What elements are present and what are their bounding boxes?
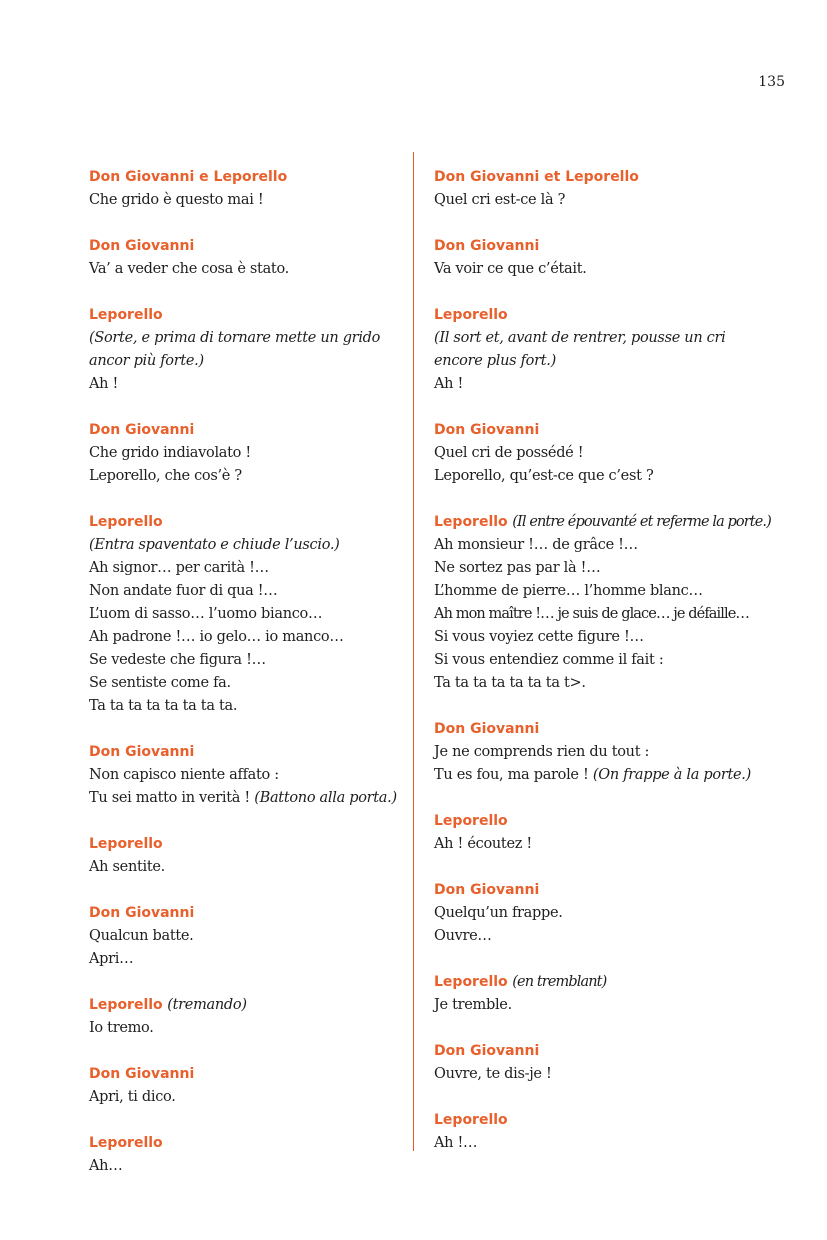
verse-line (89, 649, 404, 672)
speaker-name: Leporello (89, 1135, 163, 1151)
verse-line (434, 534, 774, 557)
line-text: L’homme de pierre… l’homme blanc… (434, 583, 703, 599)
verse-line (434, 649, 774, 672)
verse-line (89, 695, 404, 718)
verse-line (434, 580, 774, 603)
speaker-heading (89, 235, 404, 258)
verse-line (89, 1017, 404, 1040)
speaker-heading (434, 1109, 774, 1132)
verse-line (434, 1132, 774, 1155)
speaker-heading (89, 902, 404, 925)
speaker-heading (89, 1132, 404, 1155)
verse-line (434, 741, 774, 764)
verse-line (434, 603, 774, 626)
dialogue-block (89, 833, 404, 879)
verse-line (434, 465, 774, 488)
dialogue-block (89, 511, 404, 718)
verse-line (89, 258, 404, 281)
verse-line (89, 948, 404, 971)
dialogue-block (434, 1109, 774, 1155)
line-text: Apri… (89, 951, 134, 967)
verse-line (89, 373, 404, 396)
dialogue-block (434, 235, 774, 281)
line-text: Apri, ti dico. (89, 1089, 176, 1105)
line-text: Leporello, qu’est-ce que c’est ? (434, 468, 654, 484)
line-text: Leporello, che cos’è ? (89, 468, 242, 484)
stage-direction: (Battono alla porta.) (254, 790, 397, 806)
verse-line (434, 189, 774, 212)
line-text: Ta ta ta ta ta ta ta t>. (434, 675, 586, 691)
verse-line (434, 258, 774, 281)
page-number: 135 (758, 74, 785, 90)
line-text: Si vous voyiez cette figure !… (434, 629, 644, 645)
stage-direction: (On frappe à la porte.) (592, 767, 751, 783)
dialogue-block (89, 1063, 404, 1109)
verse-line (434, 833, 774, 856)
speaker-name: Don Giovanni (89, 238, 195, 254)
column-divider (413, 152, 414, 1151)
speaker-name: Leporello (89, 307, 163, 323)
verse-line (89, 1086, 404, 1109)
verse-line (434, 626, 774, 649)
italian-column (89, 166, 404, 1201)
speaker-name: Leporello (89, 836, 163, 852)
verse-line (434, 994, 774, 1017)
speaker-name: Don Giovanni (89, 1066, 195, 1082)
line-text: Ouvre… (434, 928, 492, 944)
verse-line (434, 442, 774, 465)
dialogue-block (434, 718, 774, 787)
line-text: Ta ta ta ta ta ta ta ta. (89, 698, 238, 714)
speaker-heading (434, 718, 774, 741)
line-text: Tu sei matto in verità ! (89, 790, 250, 806)
dialogue-block (434, 879, 774, 948)
speaker-heading (89, 1063, 404, 1086)
verse-line (434, 672, 774, 695)
verse-line (434, 1063, 774, 1086)
speaker-name: Don Giovanni (434, 238, 540, 254)
line-text: Je tremble. (434, 997, 512, 1013)
line-text: Ne sortez pas par là !… (434, 560, 601, 576)
dialogue-block (89, 994, 404, 1040)
verse-line (89, 626, 404, 649)
speaker-name: Leporello (434, 514, 508, 530)
speaker-heading (89, 741, 404, 764)
dialogue-block (89, 166, 404, 212)
speaker-heading (89, 419, 404, 442)
stage-direction-line (434, 327, 774, 350)
speaker-name: Don Giovanni (434, 882, 540, 898)
verse-line (89, 1155, 404, 1178)
speaker-name: Don Giovanni (89, 744, 195, 760)
french-column (434, 166, 774, 1178)
line-text: Ah monsieur !… de grâce !… (434, 537, 638, 553)
dialogue-block (89, 741, 404, 810)
speaker-heading (434, 419, 774, 442)
stage-direction: (Entra spaventato e chiude l’uscio.) (89, 537, 340, 553)
speaker-heading (434, 511, 774, 534)
dialogue-block (434, 166, 774, 212)
speaker-name: Don Giovanni et Leporello (434, 169, 639, 185)
verse-line (89, 925, 404, 948)
verse-line (89, 442, 404, 465)
stage-direction-line (434, 350, 774, 373)
verse-line (434, 557, 774, 580)
verse-line (434, 902, 774, 925)
speaker-heading (89, 304, 404, 327)
line-text: Che grido è questo mai ! (89, 192, 264, 208)
verse-line (89, 189, 404, 212)
dialogue-block (434, 971, 774, 1017)
line-text: (Il sort et, avant de rentrer, pousse un cri (434, 330, 726, 346)
speaker-name: Leporello (434, 813, 508, 829)
dialogue-block (434, 511, 774, 695)
line-text: Se sentiste come fa. (89, 675, 231, 691)
verse-line (89, 672, 404, 695)
line-text: Tu es fou, ma parole ! (434, 767, 589, 783)
speaker-heading (434, 304, 774, 327)
line-text: Quel cri de possédé ! (434, 445, 584, 461)
line-text: Ah !… (434, 1135, 478, 1151)
speaker-heading (89, 994, 404, 1017)
verse-line (89, 580, 404, 603)
dialogue-block (89, 902, 404, 971)
speaker-name: Leporello (89, 997, 163, 1013)
verse-line (434, 764, 774, 787)
verse-line (434, 373, 774, 396)
line-text: Non capisco niente affato : (89, 767, 279, 783)
speaker-heading (434, 971, 774, 994)
line-text: Che grido indiavolato ! (89, 445, 251, 461)
speaker-heading (434, 810, 774, 833)
line-text: Quel cri est-ce là ? (434, 192, 566, 208)
speaker-name: Don Giovanni e Leporello (89, 169, 288, 185)
line-text: Ah… (89, 1158, 123, 1174)
line-text: Ah mon maître !… je suis de glace… je défaille… (434, 606, 750, 622)
stage-direction: (en tremblant) (512, 974, 607, 990)
verse-line (89, 787, 404, 810)
dialogue-block (434, 304, 774, 396)
line-text: encore plus fort.) (434, 353, 556, 369)
speaker-name: Don Giovanni (89, 905, 195, 921)
stage-direction-line (89, 327, 404, 350)
line-text: Je ne comprends rien du tout : (434, 744, 650, 760)
stage-direction: (tremando) (167, 997, 247, 1013)
speaker-name: Don Giovanni (434, 721, 540, 737)
line-text: Ah signor… per carità !… (89, 560, 269, 576)
dialogue-block (89, 304, 404, 396)
verse-line (89, 764, 404, 787)
line-text: Ah ! (434, 376, 464, 392)
dialogue-block (89, 1132, 404, 1178)
line-text: Ah ! (89, 376, 119, 392)
line-text: Se vedeste che figura !… (89, 652, 266, 668)
verse-line (89, 856, 404, 879)
line-text: Va voir ce que c’était. (434, 261, 587, 277)
dialogue-block (434, 419, 774, 488)
speaker-name: Don Giovanni (434, 1043, 540, 1059)
speaker-heading (89, 511, 404, 557)
line-text: Qualcun batte. (89, 928, 194, 944)
speaker-name: Leporello (434, 974, 508, 990)
dialogue-block (434, 1040, 774, 1086)
stage-direction: (Il entre épouvanté et referme la porte.) (512, 514, 771, 530)
speaker-heading (89, 833, 404, 856)
speaker-name: Don Giovanni (89, 422, 195, 438)
line-text: Ah ! écoutez ! (434, 836, 532, 852)
speaker-name: Leporello (89, 514, 163, 530)
speaker-name: Don Giovanni (434, 422, 540, 438)
line-text: Ouvre, te dis-je ! (434, 1066, 552, 1082)
line-text: L’uom di sasso… l’uomo bianco… (89, 606, 323, 622)
speaker-name: Leporello (434, 307, 508, 323)
speaker-heading (434, 166, 774, 189)
stage-direction-line (89, 350, 404, 373)
speaker-name: Leporello (434, 1112, 508, 1128)
line-text: Quelqu’un frappe. (434, 905, 563, 921)
verse-line (89, 465, 404, 488)
line-text: ancor più forte.) (89, 353, 204, 369)
verse-line (89, 557, 404, 580)
speaker-heading (89, 166, 404, 189)
speaker-heading (434, 879, 774, 902)
dialogue-block (434, 810, 774, 856)
speaker-heading (434, 1040, 774, 1063)
verse-line (89, 603, 404, 626)
line-text: Io tremo. (89, 1020, 154, 1036)
speaker-heading (434, 235, 774, 258)
dialogue-block (89, 235, 404, 281)
line-text: Ah sentite. (89, 859, 165, 875)
dialogue-block (89, 419, 404, 488)
line-text: (Sorte, e prima di tornare mette un grido (89, 330, 381, 346)
line-text: Si vous entendiez comme il fait : (434, 652, 664, 668)
verse-line (434, 925, 774, 948)
line-text: Non andate fuor di qua !… (89, 583, 278, 599)
line-text: Va’ a veder che cosa è stato. (89, 261, 289, 277)
line-text: Ah padrone !… io gelo… io manco… (89, 629, 344, 645)
